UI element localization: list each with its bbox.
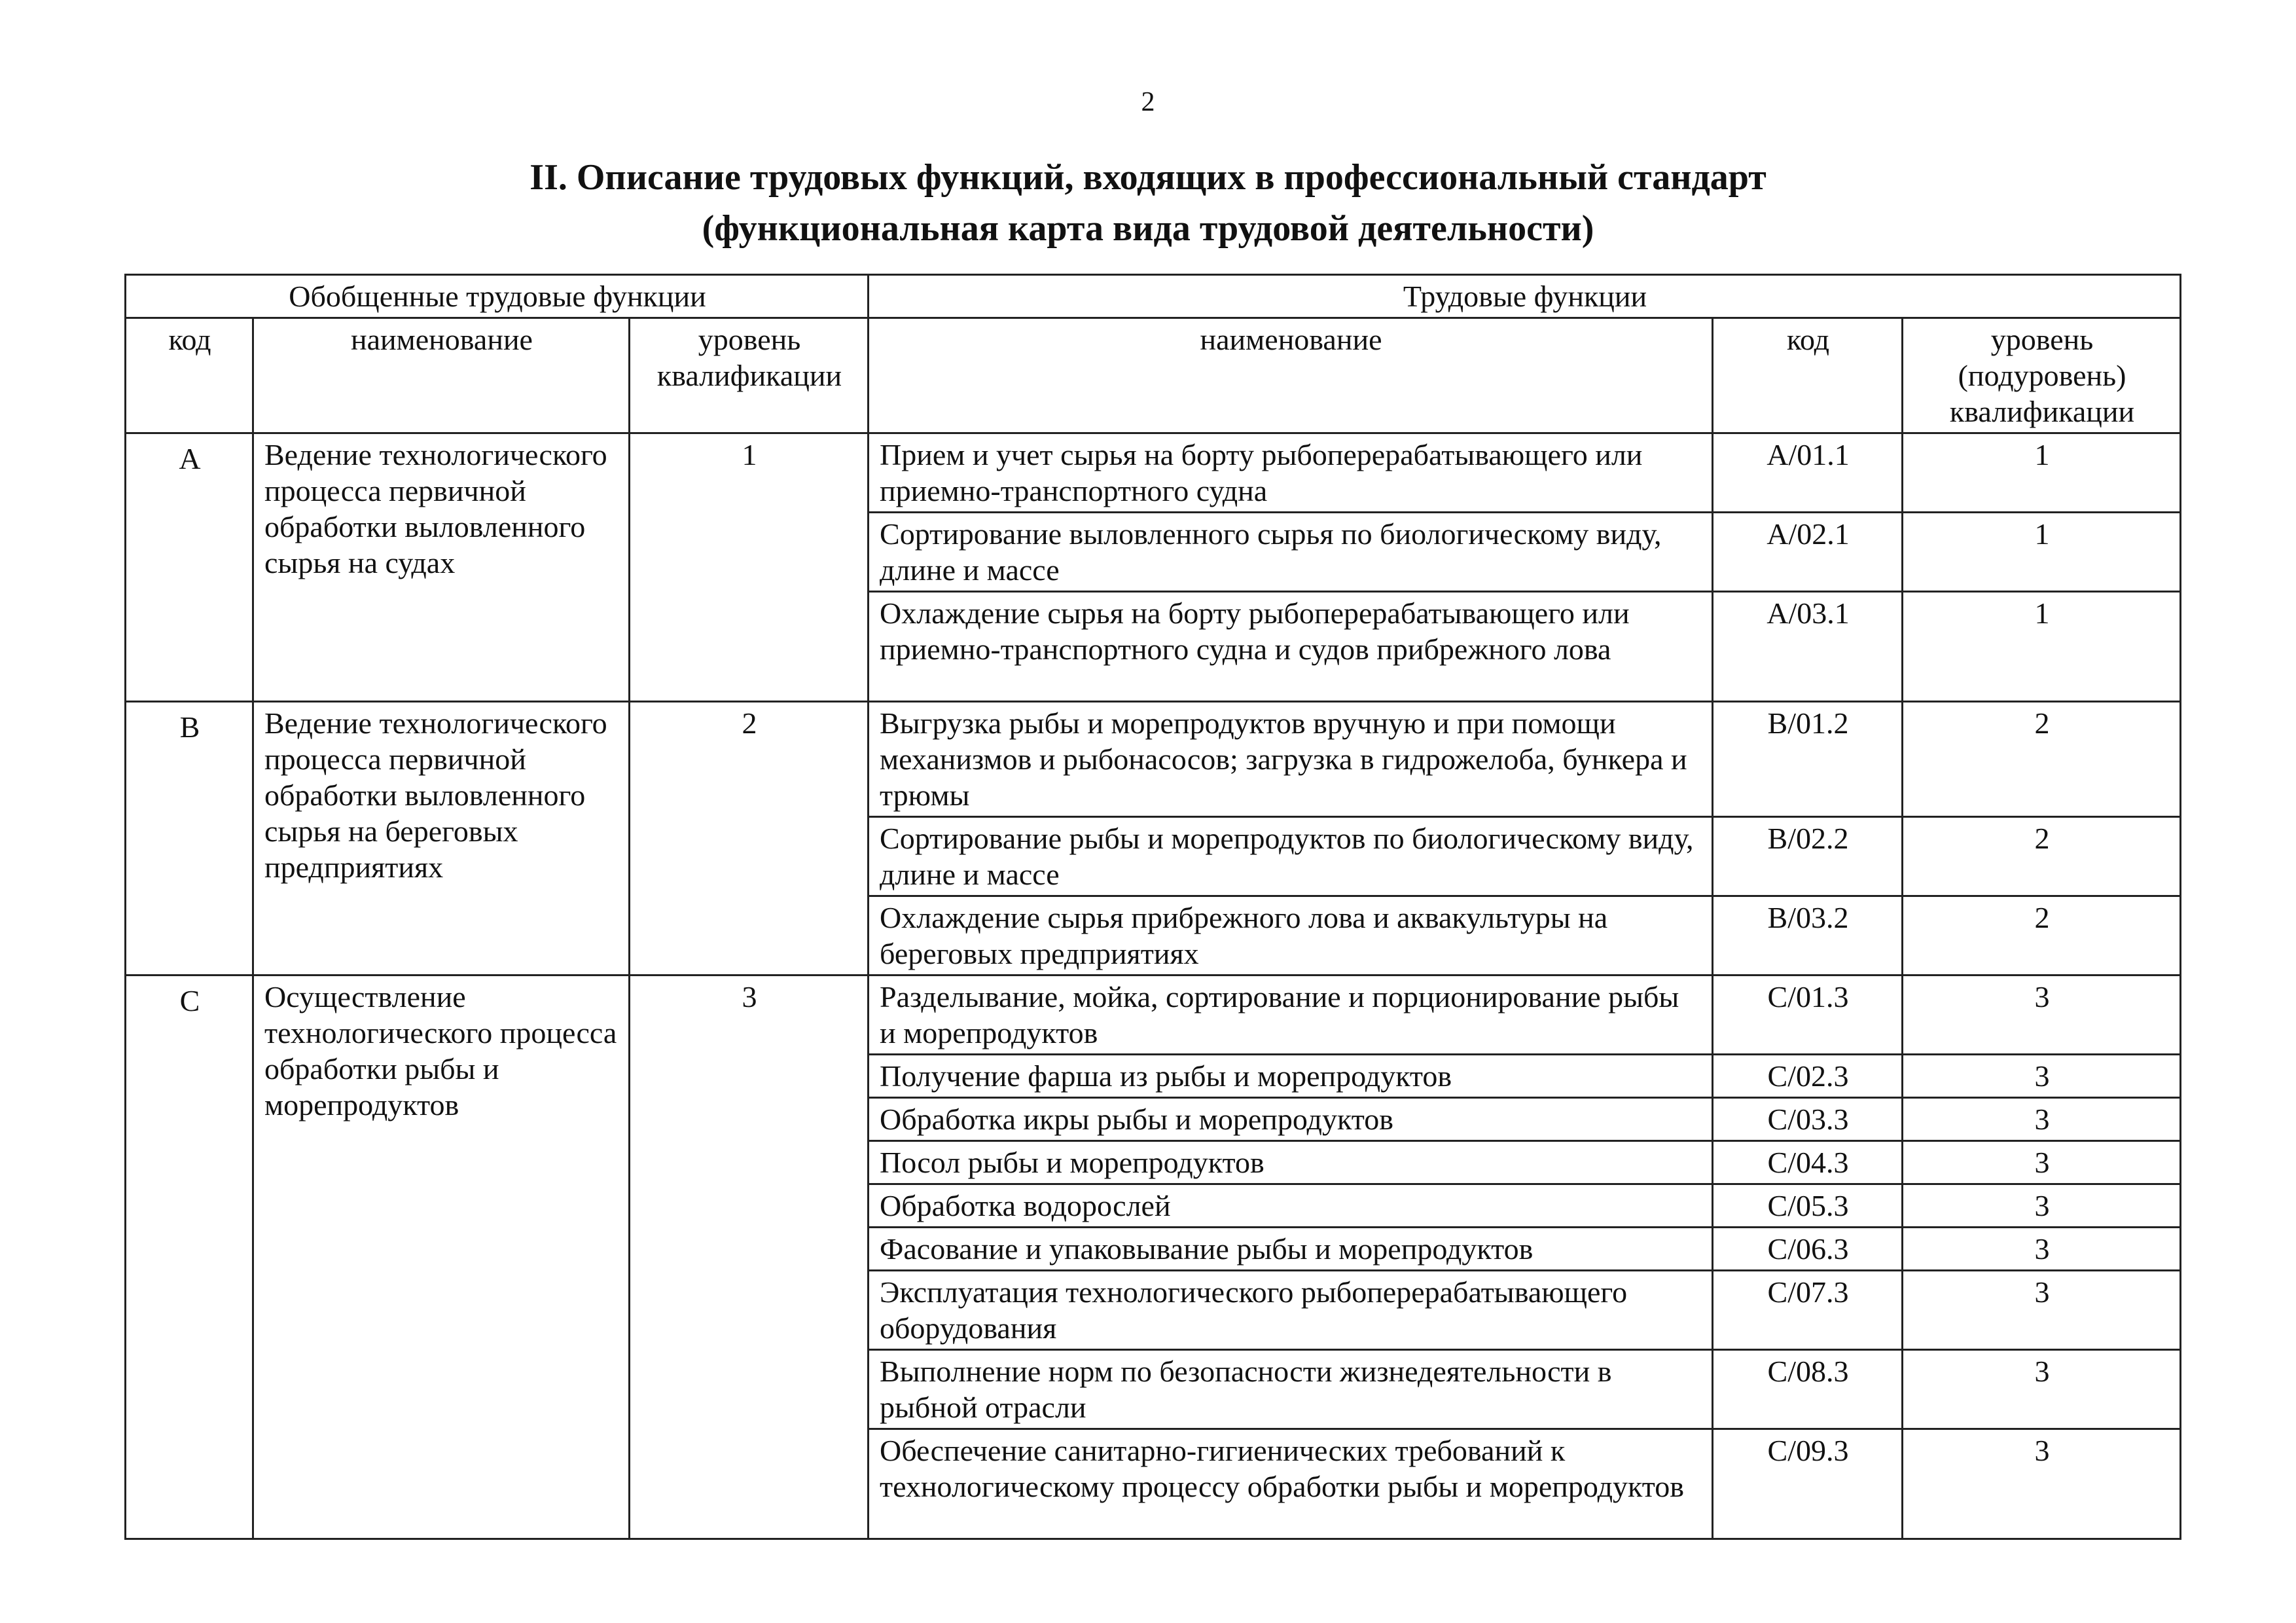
function-level: 2 bbox=[1903, 702, 2181, 817]
function-name: Охлаждение сырья прибрежного лова и аквакультуры на береговых предприятиях bbox=[869, 896, 1713, 976]
header-generalized-functions: Обобщенные трудовые функции bbox=[126, 275, 869, 318]
function-name: Прием и учет сырья на борту рыбоперерабатывающего или приемно-транспортного судна bbox=[869, 433, 1713, 513]
group-name: Ведение технологического процесса первичной обработки выловленного сырья на судах bbox=[253, 433, 630, 702]
function-name: Разделывание, мойка, сортирование и порционирование рыбы и морепродуктов bbox=[869, 976, 1713, 1055]
function-code: C/02.3 bbox=[1713, 1055, 1903, 1098]
function-level: 2 bbox=[1903, 896, 2181, 976]
function-code: C/09.3 bbox=[1713, 1429, 1903, 1539]
function-name: Обработка водорослей bbox=[869, 1184, 1713, 1228]
group-level: 1 bbox=[630, 433, 869, 702]
header-labor-functions: Трудовые функции bbox=[869, 275, 2181, 318]
table-row bbox=[126, 976, 2181, 1055]
function-level: 3 bbox=[1903, 1141, 2181, 1184]
function-code: C/05.3 bbox=[1713, 1184, 1903, 1228]
group-name: Ведение технологического процесса первичной обработки выловленного сырья на береговых предприятиях bbox=[253, 702, 630, 976]
function-level: 3 bbox=[1903, 1228, 2181, 1271]
function-name: Обеспечение санитарно-гигиенических требований к технологическому процессу обработки рыбы и морепродуктов bbox=[869, 1429, 1713, 1539]
function-code: C/03.3 bbox=[1713, 1098, 1903, 1141]
header-tf-code: код bbox=[1713, 318, 1903, 433]
group-code: B bbox=[126, 702, 253, 976]
header-level: уровень квалификации bbox=[630, 318, 869, 433]
function-level: 3 bbox=[1903, 1271, 2181, 1350]
function-code: B/03.2 bbox=[1713, 896, 1903, 976]
group-code: C bbox=[126, 976, 253, 1539]
header-row-columns bbox=[126, 318, 2181, 433]
function-code: C/07.3 bbox=[1713, 1271, 1903, 1350]
function-code: B/01.2 bbox=[1713, 702, 1903, 817]
function-name: Сортирование рыбы и морепродуктов по биологическому виду, длине и массе bbox=[869, 817, 1713, 896]
function-name: Фасование и упаковывание рыбы и морепродуктов bbox=[869, 1228, 1713, 1271]
group-level: 3 bbox=[630, 976, 869, 1539]
function-level: 3 bbox=[1903, 1350, 2181, 1429]
function-level: 3 bbox=[1903, 1429, 2181, 1539]
function-code: C/01.3 bbox=[1713, 976, 1903, 1055]
title-line-1: II. Описание трудовых функций, входящих в профессиональный стандарт bbox=[529, 157, 1767, 198]
function-code: A/01.1 bbox=[1713, 433, 1903, 513]
function-code: B/02.2 bbox=[1713, 817, 1903, 896]
function-name: Эксплуатация технологического рыбоперерабатывающего оборудования bbox=[869, 1271, 1713, 1350]
function-name: Охлаждение сырья на борту рыбоперерабатывающего или приемно-транспортного судна и судов прибрежного лова bbox=[869, 592, 1713, 702]
function-level: 1 bbox=[1903, 513, 2181, 592]
function-level: 1 bbox=[1903, 433, 2181, 513]
header-tf-name: наименование bbox=[869, 318, 1713, 433]
header-name: наименование bbox=[253, 318, 630, 433]
function-code: C/06.3 bbox=[1713, 1228, 1903, 1271]
page-number: 2 bbox=[1141, 87, 1155, 117]
header-code: код bbox=[126, 318, 253, 433]
header-row-groups bbox=[126, 275, 2181, 318]
function-name: Получение фарша из рыбы и морепродуктов bbox=[869, 1055, 1713, 1098]
function-code: C/08.3 bbox=[1713, 1350, 1903, 1429]
function-level: 3 bbox=[1903, 1098, 2181, 1141]
function-name: Обработка икры рыбы и морепродуктов bbox=[869, 1098, 1713, 1141]
group-name: Осуществление технологического процесса обработки рыбы и морепродуктов bbox=[253, 976, 630, 1539]
table-row bbox=[126, 433, 2181, 513]
function-level: 1 bbox=[1903, 592, 2181, 702]
table-row bbox=[126, 702, 2181, 817]
functional-map-table bbox=[124, 274, 2181, 1540]
function-name: Сортирование выловленного сырья по биологическому виду, длине и массе bbox=[869, 513, 1713, 592]
function-level: 2 bbox=[1903, 817, 2181, 896]
function-name: Выгрузка рыбы и морепродуктов вручную и при помощи механизмов и рыбонасосов; загрузка в гидрожелоба, бункера и трюмы bbox=[869, 702, 1713, 817]
function-level: 3 bbox=[1903, 1184, 2181, 1228]
page-title bbox=[0, 152, 2296, 254]
function-code: A/03.1 bbox=[1713, 592, 1903, 702]
function-level: 3 bbox=[1903, 976, 2181, 1055]
function-name: Выполнение норм по безопасности жизнедеятельности в рыбной отрасли bbox=[869, 1350, 1713, 1429]
function-level: 3 bbox=[1903, 1055, 2181, 1098]
group-level: 2 bbox=[630, 702, 869, 976]
group-code: A bbox=[126, 433, 253, 702]
function-code: A/02.1 bbox=[1713, 513, 1903, 592]
header-tf-level: уровень (подуровень) квалификации bbox=[1903, 318, 2181, 433]
title-line-2: (функциональная карта вида трудовой деятельности) bbox=[702, 208, 1594, 249]
function-name: Посол рыбы и морепродуктов bbox=[869, 1141, 1713, 1184]
function-code: C/04.3 bbox=[1713, 1141, 1903, 1184]
